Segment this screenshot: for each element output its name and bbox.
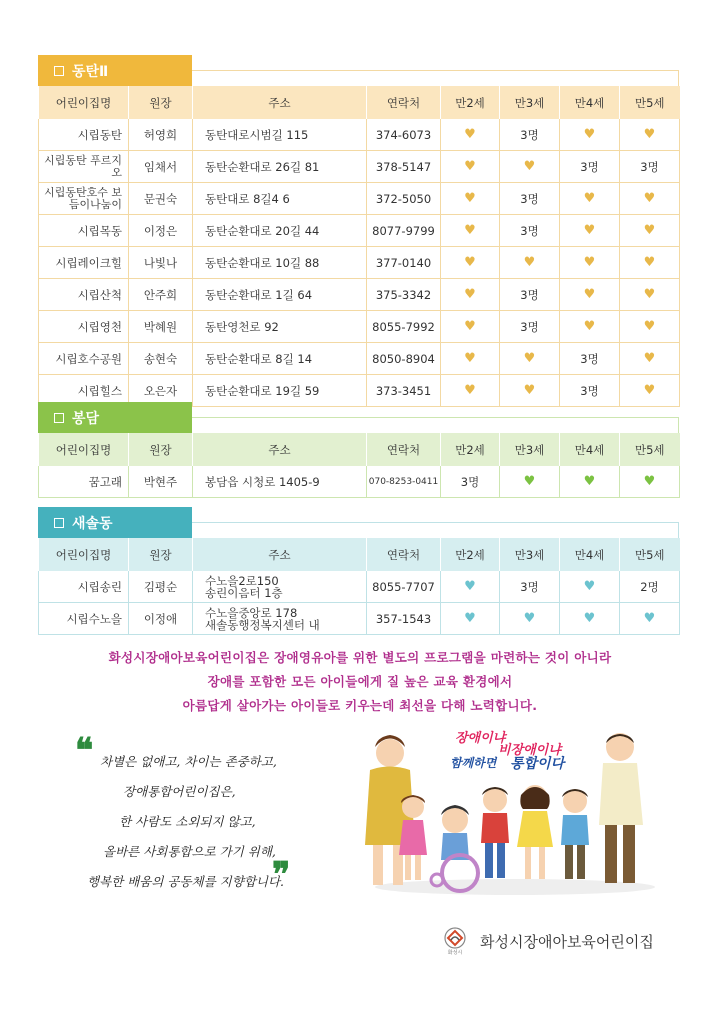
address-cell — [193, 603, 367, 635]
count-text: 3명 — [580, 159, 599, 174]
daycare-table — [38, 86, 680, 407]
available-heart-icon — [500, 247, 560, 279]
address-line: 동탄순환대로 1길 64 — [205, 287, 313, 302]
column-header: 연락처 — [367, 538, 441, 571]
director-name: 임채서 — [129, 151, 193, 183]
address-cell — [193, 279, 367, 311]
emblem-label: 화성시 — [447, 950, 463, 956]
section-tab — [38, 402, 192, 434]
phone-number: 8055-7707 — [367, 571, 441, 603]
slogan-line: 통합이다 — [510, 756, 565, 772]
daycare-name: 시립레이크힐 — [39, 247, 129, 279]
director-name: 문권숙 — [129, 183, 193, 215]
address-line: 동탄대로시범길 115 — [205, 127, 309, 142]
heart-icon: ♥ — [583, 223, 596, 238]
count-text: 3명 — [580, 383, 599, 398]
address-cell — [193, 151, 367, 183]
address-line: 봉담읍 시청로 1405-9 — [205, 474, 320, 489]
daycare-name: 시립목동 — [39, 215, 129, 247]
address-line: 동탄대로 8길4 6 — [205, 191, 290, 206]
available-heart-icon — [500, 151, 560, 183]
section-tab — [38, 507, 192, 539]
table-row — [39, 466, 680, 498]
column-header: 만2세 — [441, 86, 500, 119]
column-header: 주소 — [193, 538, 367, 571]
enrollment-count — [500, 183, 560, 215]
column-header: 만4세 — [560, 433, 620, 466]
column-header: 만2세 — [441, 538, 500, 571]
open-quote-icon: ❝ — [75, 731, 94, 771]
available-heart-icon — [441, 247, 500, 279]
phone-number: 8050-8904 — [367, 343, 441, 375]
director-name: 오은자 — [129, 375, 193, 407]
heart-icon: ♥ — [643, 319, 656, 334]
table-row — [39, 183, 680, 215]
footer-title: 화성시장애아보육어린이집 — [480, 932, 654, 951]
available-heart-icon — [441, 279, 500, 311]
slogan-line: 함께하면 — [450, 756, 497, 770]
slogan-line: 비장애이냐 — [498, 743, 561, 758]
address-cell — [193, 215, 367, 247]
director-name: 김평순 — [129, 571, 193, 603]
heart-icon: ♥ — [523, 611, 536, 626]
director-name: 송현숙 — [129, 343, 193, 375]
column-header: 원장 — [129, 86, 193, 119]
available-heart-icon — [560, 183, 620, 215]
available-heart-icon — [441, 183, 500, 215]
heart-icon: ♥ — [643, 287, 656, 302]
available-heart-icon — [620, 603, 680, 635]
column-header: 연락처 — [367, 433, 441, 466]
count-text: 3명 — [520, 287, 539, 302]
available-heart-icon — [620, 311, 680, 343]
heart-icon: ♥ — [583, 611, 596, 626]
available-heart-icon — [560, 466, 620, 498]
daycare-name: 시립송린 — [39, 571, 129, 603]
motto-line: 차별은 없애고, 차이는 존중하고, — [100, 754, 277, 769]
address-line: 새솔동행정복지센터 내 — [205, 617, 320, 632]
checkbox-icon — [54, 413, 64, 423]
heart-icon: ♥ — [464, 287, 476, 302]
statement-line: 화성시장애아보육어린이집은 장애영유아를 위한 별도의 프로그램을 마련하는 것이 아니라 — [108, 650, 612, 665]
enrollment-count — [500, 215, 560, 247]
address-line: 동탄순환대로 19길 59 — [205, 383, 320, 398]
heart-icon: ♥ — [643, 127, 656, 142]
column-header: 만5세 — [620, 433, 680, 466]
hwaseong-emblem-icon — [442, 926, 468, 956]
available-heart-icon — [441, 151, 500, 183]
enrollment-count — [500, 279, 560, 311]
column-header: 만3세 — [500, 86, 560, 119]
address-line: 동탄순환대로 10길 88 — [205, 255, 320, 270]
table-header-row — [39, 86, 680, 119]
table-row — [39, 279, 680, 311]
daycare-name: 시립동탄 — [39, 119, 129, 151]
heart-icon: ♥ — [464, 159, 476, 174]
address-line: 동탄순환대로 26길 81 — [205, 159, 320, 174]
enrollment-count — [560, 151, 620, 183]
statement-line: 아름답게 살아가는 아이들로 키우는데 최선을 다해 노력합니다. — [182, 698, 538, 713]
children-illustration — [355, 725, 655, 895]
count-text: 3명 — [520, 127, 539, 142]
daycare-name: 시립영천 — [39, 311, 129, 343]
available-heart-icon — [500, 603, 560, 635]
available-heart-icon — [620, 466, 680, 498]
heart-icon: ♥ — [643, 351, 656, 366]
available-heart-icon — [441, 119, 500, 151]
address-cell — [193, 343, 367, 375]
heart-icon: ♥ — [464, 191, 476, 206]
enrollment-count — [500, 311, 560, 343]
table-row — [39, 119, 680, 151]
enrollment-count — [441, 466, 500, 498]
slogan-line: 장애이냐 — [455, 731, 506, 746]
available-heart-icon — [500, 343, 560, 375]
daycare-name: 시립호수공원 — [39, 343, 129, 375]
daycare-table — [38, 538, 680, 635]
daycare-name: 시립동탄호수 보듬이나눔이 — [39, 183, 129, 215]
heart-icon: ♥ — [464, 223, 476, 238]
table-row — [39, 603, 680, 635]
heart-icon: ♥ — [583, 287, 596, 302]
daycare-name: 시립동탄 푸르지오 — [39, 151, 129, 183]
address-line: 동탄영천로 92 — [205, 319, 279, 334]
director-name: 박현주 — [129, 466, 193, 498]
available-heart-icon — [620, 183, 680, 215]
director-name: 이정은 — [129, 215, 193, 247]
heart-icon: ♥ — [464, 319, 476, 334]
daycare-name: 시립힐스 — [39, 375, 129, 407]
section-title: 새솔동 — [72, 516, 113, 532]
address-line: 수노을2로150 — [205, 573, 279, 588]
available-heart-icon — [620, 279, 680, 311]
heart-icon: ♥ — [583, 579, 596, 594]
enrollment-count — [500, 571, 560, 603]
checkbox-icon — [54, 66, 64, 76]
available-heart-icon — [441, 215, 500, 247]
heart-icon: ♥ — [583, 191, 596, 206]
table-row — [39, 247, 680, 279]
address-line: 동탄순환대로 20길 44 — [205, 223, 320, 238]
phone-number: 372-5050 — [367, 183, 441, 215]
column-header: 만3세 — [500, 538, 560, 571]
phone-number: 374-6073 — [367, 119, 441, 151]
available-heart-icon — [560, 247, 620, 279]
column-header: 만2세 — [441, 433, 500, 466]
close-quote-icon: ❞ — [272, 855, 291, 895]
table-header-row — [39, 538, 680, 571]
heart-icon: ♥ — [523, 159, 536, 174]
heart-icon: ♥ — [464, 127, 476, 142]
heart-icon: ♥ — [523, 474, 536, 489]
column-header: 만5세 — [620, 86, 680, 119]
table-row — [39, 151, 680, 183]
phone-number: 377-0140 — [367, 247, 441, 279]
heart-icon: ♥ — [643, 611, 656, 626]
available-heart-icon — [441, 311, 500, 343]
address-cell — [193, 119, 367, 151]
heart-icon: ♥ — [464, 255, 476, 270]
address-cell — [193, 247, 367, 279]
available-heart-icon — [441, 603, 500, 635]
column-header: 주소 — [193, 86, 367, 119]
heart-icon: ♥ — [464, 611, 476, 626]
address-cell — [193, 183, 367, 215]
available-heart-icon — [560, 311, 620, 343]
available-heart-icon — [560, 119, 620, 151]
column-header: 어린이집명 — [39, 538, 129, 571]
daycare-name: 꿈고래 — [39, 466, 129, 498]
column-header: 만4세 — [560, 86, 620, 119]
footer — [442, 926, 654, 956]
section-tab — [38, 55, 192, 87]
enrollment-count — [620, 151, 680, 183]
heart-icon: ♥ — [464, 579, 476, 594]
daycare-table — [38, 433, 680, 498]
section-title: 동탄Ⅱ — [72, 64, 109, 80]
address-line: 수노을중앙로 178 — [205, 605, 298, 620]
count-text: 2명 — [640, 579, 659, 594]
phone-number: 8077-9799 — [367, 215, 441, 247]
available-heart-icon — [620, 119, 680, 151]
available-heart-icon — [620, 343, 680, 375]
checkbox-icon — [54, 518, 64, 528]
address-cell — [193, 311, 367, 343]
available-heart-icon — [500, 466, 560, 498]
table-row — [39, 215, 680, 247]
heart-icon: ♥ — [464, 351, 476, 366]
table-row — [39, 571, 680, 603]
address-cell — [193, 571, 367, 603]
phone-number: 378-5147 — [367, 151, 441, 183]
heart-icon: ♥ — [643, 223, 656, 238]
column-header: 주소 — [193, 433, 367, 466]
section-dongtan — [38, 55, 679, 398]
director-name: 허영희 — [129, 119, 193, 151]
available-heart-icon — [441, 343, 500, 375]
count-text: 3명 — [520, 579, 539, 594]
section-saesol — [38, 507, 679, 632]
column-header: 원장 — [129, 433, 193, 466]
available-heart-icon — [620, 215, 680, 247]
address-cell — [193, 466, 367, 498]
available-heart-icon — [560, 215, 620, 247]
motto-line: 장애통합어린이집은, — [123, 784, 236, 799]
heart-icon: ♥ — [523, 351, 536, 366]
motto-line: 올바른 사회통합으로 가기 위해, — [103, 844, 276, 859]
heart-icon: ♥ — [583, 319, 596, 334]
section-bongdam — [38, 402, 679, 494]
enrollment-count — [560, 343, 620, 375]
phone-number: 357-1543 — [367, 603, 441, 635]
heart-icon: ♥ — [583, 255, 596, 270]
count-text: 3명 — [460, 474, 480, 489]
heart-icon: ♥ — [643, 474, 656, 489]
heart-icon: ♥ — [583, 474, 596, 489]
motto-line: 행복한 배움의 공동체를 지향합니다. — [87, 874, 285, 889]
table-row — [39, 343, 680, 375]
director-name: 이정애 — [129, 603, 193, 635]
column-header: 어린이집명 — [39, 433, 129, 466]
mission-statement — [0, 646, 720, 718]
table-row — [39, 311, 680, 343]
heart-icon: ♥ — [643, 191, 656, 206]
section-title: 봉담 — [72, 411, 100, 427]
director-name: 나빛나 — [129, 247, 193, 279]
count-text: 3명 — [520, 319, 539, 334]
heart-icon: ♥ — [583, 127, 596, 142]
enrollment-count — [620, 571, 680, 603]
heart-icon: ♥ — [643, 383, 656, 398]
table-header-row — [39, 433, 680, 466]
phone-number: 373-3451 — [367, 375, 441, 407]
enrollment-count — [500, 119, 560, 151]
heart-icon: ♥ — [464, 383, 476, 398]
phone-number: 070-8253-0411 — [367, 466, 441, 498]
column-header: 원장 — [129, 538, 193, 571]
column-header: 연락처 — [367, 86, 441, 119]
statement-line: 장애를 포함한 모든 아이들에게 질 높은 교육 환경에서 — [207, 674, 513, 689]
director-name: 박혜원 — [129, 311, 193, 343]
phone-number: 8055-7992 — [367, 311, 441, 343]
count-text: 3명 — [520, 223, 539, 238]
phone-number: 375-3342 — [367, 279, 441, 311]
count-text: 3명 — [520, 191, 539, 206]
heart-icon: ♥ — [523, 255, 536, 270]
motto-line: 한 사람도 소외되지 않고, — [119, 814, 256, 829]
available-heart-icon — [560, 279, 620, 311]
address-line: 송린이음터 1층 — [205, 585, 283, 600]
column-header: 만5세 — [620, 538, 680, 571]
available-heart-icon — [441, 571, 500, 603]
daycare-name: 시립산척 — [39, 279, 129, 311]
column-header: 만3세 — [500, 433, 560, 466]
available-heart-icon — [560, 603, 620, 635]
heart-icon: ♥ — [643, 255, 656, 270]
available-heart-icon — [560, 571, 620, 603]
column-header: 어린이집명 — [39, 86, 129, 119]
available-heart-icon — [620, 247, 680, 279]
column-header: 만4세 — [560, 538, 620, 571]
heart-icon: ♥ — [523, 383, 536, 398]
count-text: 3명 — [580, 351, 599, 366]
daycare-name: 시립수노을 — [39, 603, 129, 635]
count-text: 3명 — [640, 159, 659, 174]
director-name: 안주희 — [129, 279, 193, 311]
address-line: 동탄순환대로 8길 14 — [205, 351, 313, 366]
